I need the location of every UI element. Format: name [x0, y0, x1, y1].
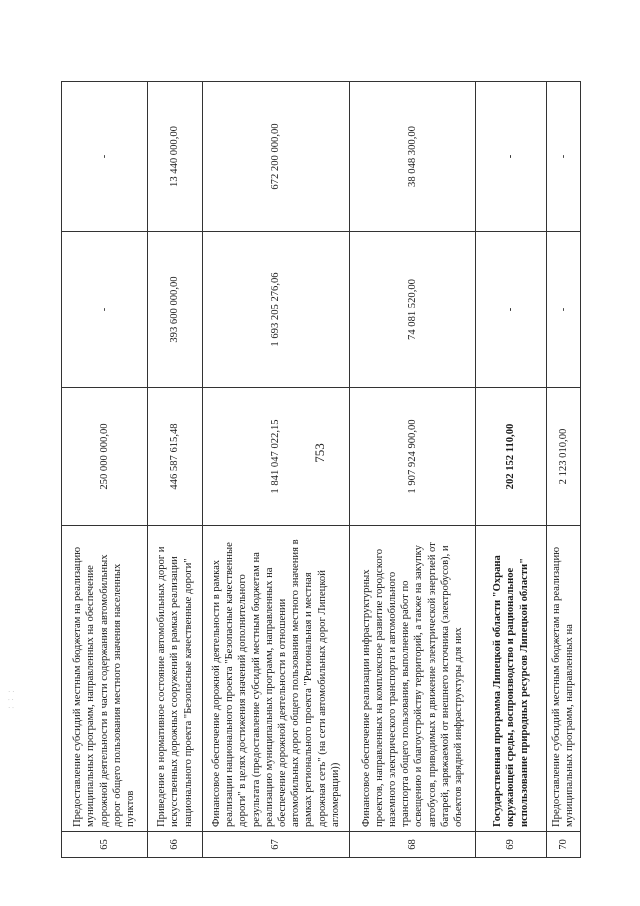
scan-artifact: · · ∙ · · ∙	[8, 688, 15, 712]
row-number: 68	[349, 832, 475, 858]
table-row	[546, 82, 580, 858]
table-row	[203, 82, 350, 858]
row-amount-2: -	[546, 232, 580, 388]
row-amount-3: -	[476, 82, 547, 232]
row-description: Государственная программа Липецкой области "Охрана окружающей среды, воспроизводство и рациональное использование природных ресурсов Липецкой области"	[476, 526, 547, 832]
budget-table	[61, 81, 581, 858]
row-number: 67	[203, 832, 350, 858]
table-row	[62, 82, 148, 858]
table-row	[349, 82, 475, 858]
row-amount-2: 393 600 000,00	[147, 232, 203, 388]
row-amount-3: 13 440 000,00	[147, 82, 203, 232]
row-amount-1: 1 841 047 022,15	[203, 388, 350, 526]
row-description: Приведение в нормативное состояние автомобильных дорог и искусственных дорожных сооружений в рамках реализации национального проекта "Безопасные качественные дороги"	[147, 526, 203, 832]
row-amount-1: 250 000 000,00	[62, 388, 148, 526]
row-amount-2: -	[62, 232, 148, 388]
row-amount-3: 672 200 000,00	[203, 82, 350, 232]
row-amount-3: 38 048 300,00	[349, 82, 475, 232]
row-number: 70	[546, 832, 580, 858]
page-number: 753	[312, 443, 327, 463]
table-row	[147, 82, 203, 858]
row-number: 66	[147, 832, 203, 858]
row-number: 69	[476, 832, 547, 858]
row-amount-3: -	[62, 82, 148, 232]
row-description: Предоставление субсидий местным бюджетам на реализацию муниципальных программ, направленных на	[546, 526, 580, 832]
row-amount-3: -	[546, 82, 580, 232]
rotated-table-wrapper	[61, 82, 581, 858]
row-amount-1: 2 123 010,00	[546, 388, 580, 526]
row-number: 65	[62, 832, 148, 858]
row-amount-1: 446 587 615,48	[147, 388, 203, 526]
row-amount-2: 1 693 205 276,06	[203, 232, 350, 388]
row-description: Предоставление субсидий местным бюджетам на реализацию муниципальных программ, направленных на обеспечение дорожной деятельности в части содержания автомобильных дорог общего пользования местного значения населенных пунктов	[62, 526, 148, 832]
row-amount-1: 1 907 924 900,00	[349, 388, 475, 526]
row-description: Финансовое обеспечение дорожной деятельности в рамках реализации национального проекта "Безопасные качественные дороги" в целях достижения значений дополнительного результата (предоставление субсидий местным бюджетам на реализацию муниципальных программ, направленных на обеспечение дорожной деятельности в отношении автомобильных дорог общего пользования местного значения в рамках регионального проекта "Региональная и местная дорожная сеть" (на сети автомобильных дорог Липецкой агломерации))	[203, 526, 350, 832]
row-amount-2: 74 081 520,00	[349, 232, 475, 388]
row-amount-2: -	[476, 232, 547, 388]
budget-table-body	[62, 82, 581, 858]
table-row	[476, 82, 547, 858]
row-description: Финансовое обеспечение реализации инфраструктурных проектов, направленных на комплексное развитие городского наземного электрического транспорта и автомобильного транспорта общего пользования, выполнение работ по освещению и благоустройству территорий, а также на закупку автобусов, приводимых в движение электрической энергией от батарей, заряжаемой от внешнего источника (электробусов), и объектов зарядной инфраструктуры для них	[349, 526, 475, 832]
row-amount-1: 202 152 110,00	[476, 388, 547, 526]
